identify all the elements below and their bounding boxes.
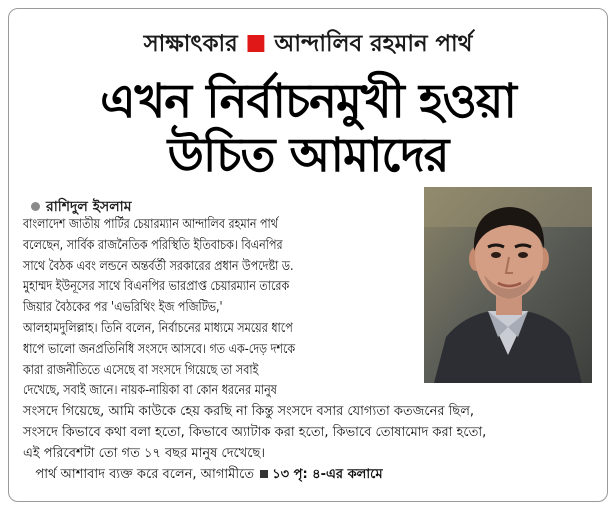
body-line: দেখেছে, সবাই জানে। নায়ক-নায়িকা বা কোন ধরনের মানুষ xyxy=(23,383,277,399)
body-line: সাথে বৈঠক এবং লন্ডনে অন্তর্বর্তী সরকারের প্রধান উপদেষ্টা ড. xyxy=(23,258,294,274)
news-clipping xyxy=(8,8,608,502)
body-line: আলহামদুলিল্লাহ। তিনি বলেন, নির্বাচনের মাধ্যমে সময়ের ধাপে xyxy=(23,320,293,336)
body-line: বলেছেন, সার্বিক রাজনৈতিক পরিস্থিতি ইতিবাচক। বিএনপির xyxy=(23,237,283,253)
bullet-dot-icon xyxy=(31,202,40,211)
byline-author: রাশিদুল ইসলাম xyxy=(46,199,132,215)
square-bullet-icon xyxy=(260,470,268,478)
headline-line-1: এখন নির্বাচনমুখী হওয়া xyxy=(100,74,516,129)
kicker-person: আন্দালিব রহমান পার্থ xyxy=(274,31,473,57)
body-line: জিয়ার বৈঠকের পর 'এভরিথিং ইজ পজিটিভ,' xyxy=(23,300,223,316)
body-last-line xyxy=(23,465,486,486)
body-line: সংসদে গিয়েছে, আমি কাউকে হেয় করছি না কিন্তু সংসদে বসার যোগ্যতা কতজনের ছিল, xyxy=(23,404,475,420)
article-body xyxy=(23,215,486,485)
kicker xyxy=(11,25,604,64)
body-line: কারা রাজনীতিতে এসেছে বা সংসদে গিয়েছে তা সবাই xyxy=(23,362,259,378)
body-last-text: পার্থ আশাবাদ ব্যক্ত করে বলেন, আগামীতে xyxy=(35,466,255,482)
body-line: সংসদে কিভাবে কথা বলা হতো, কিভাবে অ্যাটাক করা হতো, কিভাবে তোষামোদ করা হতো, xyxy=(23,424,487,440)
body-line: এই পরিবেশটা তো গত ১৭ বছর মানুষ দেখেছে। xyxy=(23,445,266,461)
continuation-text[interactable]: ১৩ পৃ: ৪-এর কলামে xyxy=(272,466,383,482)
body-line: বাংলাদেশ জাতীয় পার্টির চেয়ারম্যান আন্দালিব রহমান পার্থ xyxy=(23,217,278,232)
continuation-note xyxy=(258,467,382,482)
body-line: ধাপে ভালো জনপ্রতিনিধি সংসদে আসবে। গত এক-দেড় দশকে xyxy=(23,341,296,357)
kicker-section: সাক্ষাৎকার xyxy=(143,31,238,57)
red-square-icon xyxy=(248,35,265,52)
body-line: মুহাম্মদ ইউনূসের সাথে বিএনপির ভারপ্রাপ্ত চেয়ারম্যান তারেক xyxy=(23,279,290,295)
headline-line-2: উচিত আমাদের xyxy=(167,128,449,183)
